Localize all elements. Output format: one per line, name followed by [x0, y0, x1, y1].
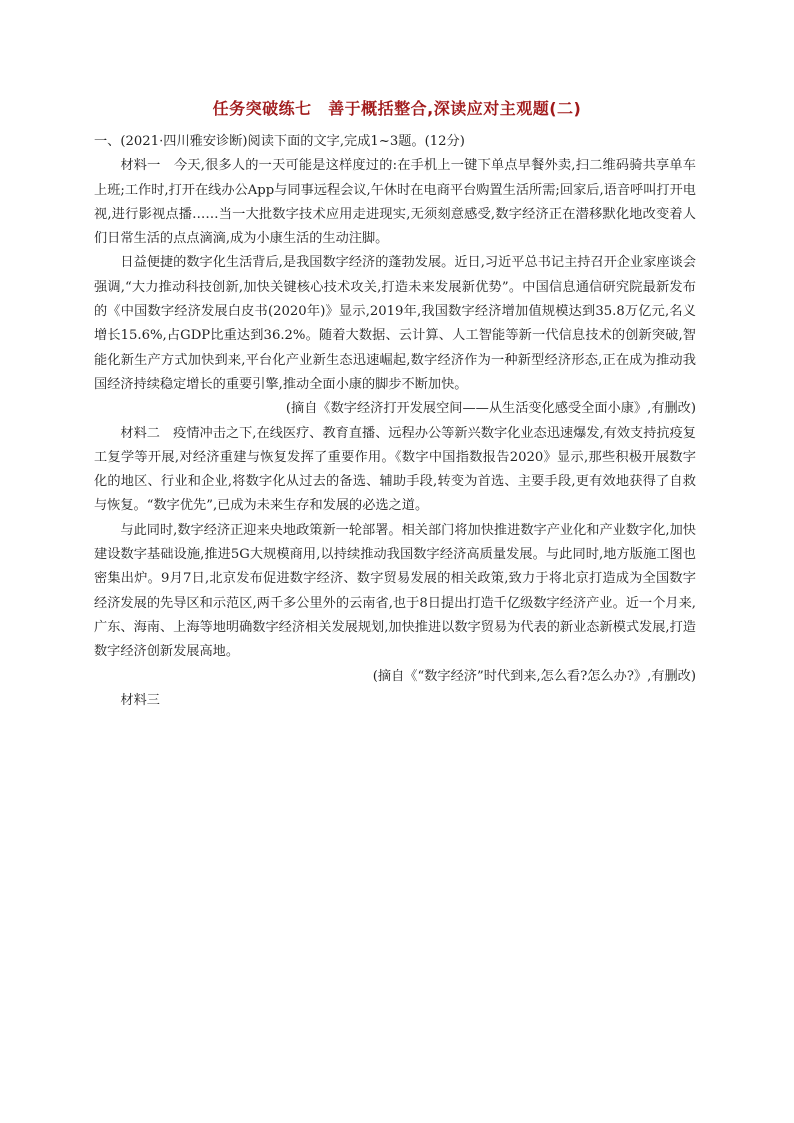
material2-paragraph-1	[94, 422, 696, 519]
page-title: 任务突破练七 善于概括整合,深读应对主观题(二)	[212, 99, 582, 118]
material2-label: 材料二	[120, 425, 160, 441]
material2-p1-text: 疫情冲击之下,在线医疗、教育直播、远程办公等新兴数字化业态迅速爆发,有效支持抗疫复工复学等开展,对经济重建与恢复发挥了重要作用。《数字中国指数报告2020》显示,那些积极开展数字化的地区、行业和企业,将数字化从过去的备选、辅助手段,转变为首选、主要手段,更有效地获得了自救与恢复。“数字优先”,已成为未来生存和发展的必选之道。	[94, 425, 696, 514]
material1-label: 材料一	[120, 158, 161, 174]
question-intro: 一、(2021·四川雅安诊断)阅读下面的文字,完成1~3题。(12分)	[94, 134, 465, 149]
material1-paragraph-2: 日益便捷的数字化生活背后,是我国数字经济的蓬勃发展。近日,习近平总书记主持召开企业家座谈会强调,“大力推动科技创新,加快关键核心技术攻关,打造未来发展新优势”。中国信息通信研究院最新发布的《中国数字经济发展白皮书(2020年)》显示,2019年,我国数字经济增加值规模达到35.8万亿元,名义增长15.6%,占GDP比重达到36.2%。随着大数据、云计算、人工智能等新一代信息技术的创新突破,智能化新生产方式加快到来,平台化产业新生态迅速崛起,数字经济作为一种新型经济形态,正在成为推动我国经济持续稳定增长的重要引擎,推动全面小康的脚步不断加快。	[94, 255, 696, 392]
material1-p1-text: 今天,很多人的一天可能是这样度过的:在手机上一键下单点早餐外卖,扫二维码骑共享单车上班;工作时,打开在线办公App与同事远程会议,午休时在电商平台购置生活所需;回家后,语音呼叫打开电视,进行影视点播……当一大批数字技术应用走进现实,无须刻意感受,数字经济正在潜移默化地改变着人们日常生活的点点滴滴,成为小康生活的生动注脚。	[94, 158, 696, 247]
material2-source: (摘自《“数字经济”时代到来,怎么看?怎么办?》,有删改)	[372, 668, 696, 684]
material3-label: 材料三	[120, 692, 160, 708]
material1-source: (摘自《数字经济打开发展空间——从生活变化感受全面小康》,有删改)	[285, 401, 696, 417]
document-body	[94, 130, 696, 713]
material2-paragraph-2: 与此同时,数字经济正迎来央地政策新一轮部署。相关部门将加快推进数字产业化和产业数字化,加快建设数字基础设施,推进5G大规模商用,以持续推动我国数字经济高质量发展。与此同时,地方版施工图也密集出炉。9月7日,北京发布促进数字经济、数字贸易发展的相关政策,致力于将北京打造成为全国数字经济发展的先导区和示范区,两千多公里外的云南省,也于8日提出打造千亿级数字经济产业。近一个月来,广东、海南、上海等地明确数字经济相关发展规划,加快推进以数字贸易为代表的新业态新模式发展,打造数字经济创新发展高地。	[94, 522, 696, 660]
material1-paragraph-1	[94, 154, 696, 251]
